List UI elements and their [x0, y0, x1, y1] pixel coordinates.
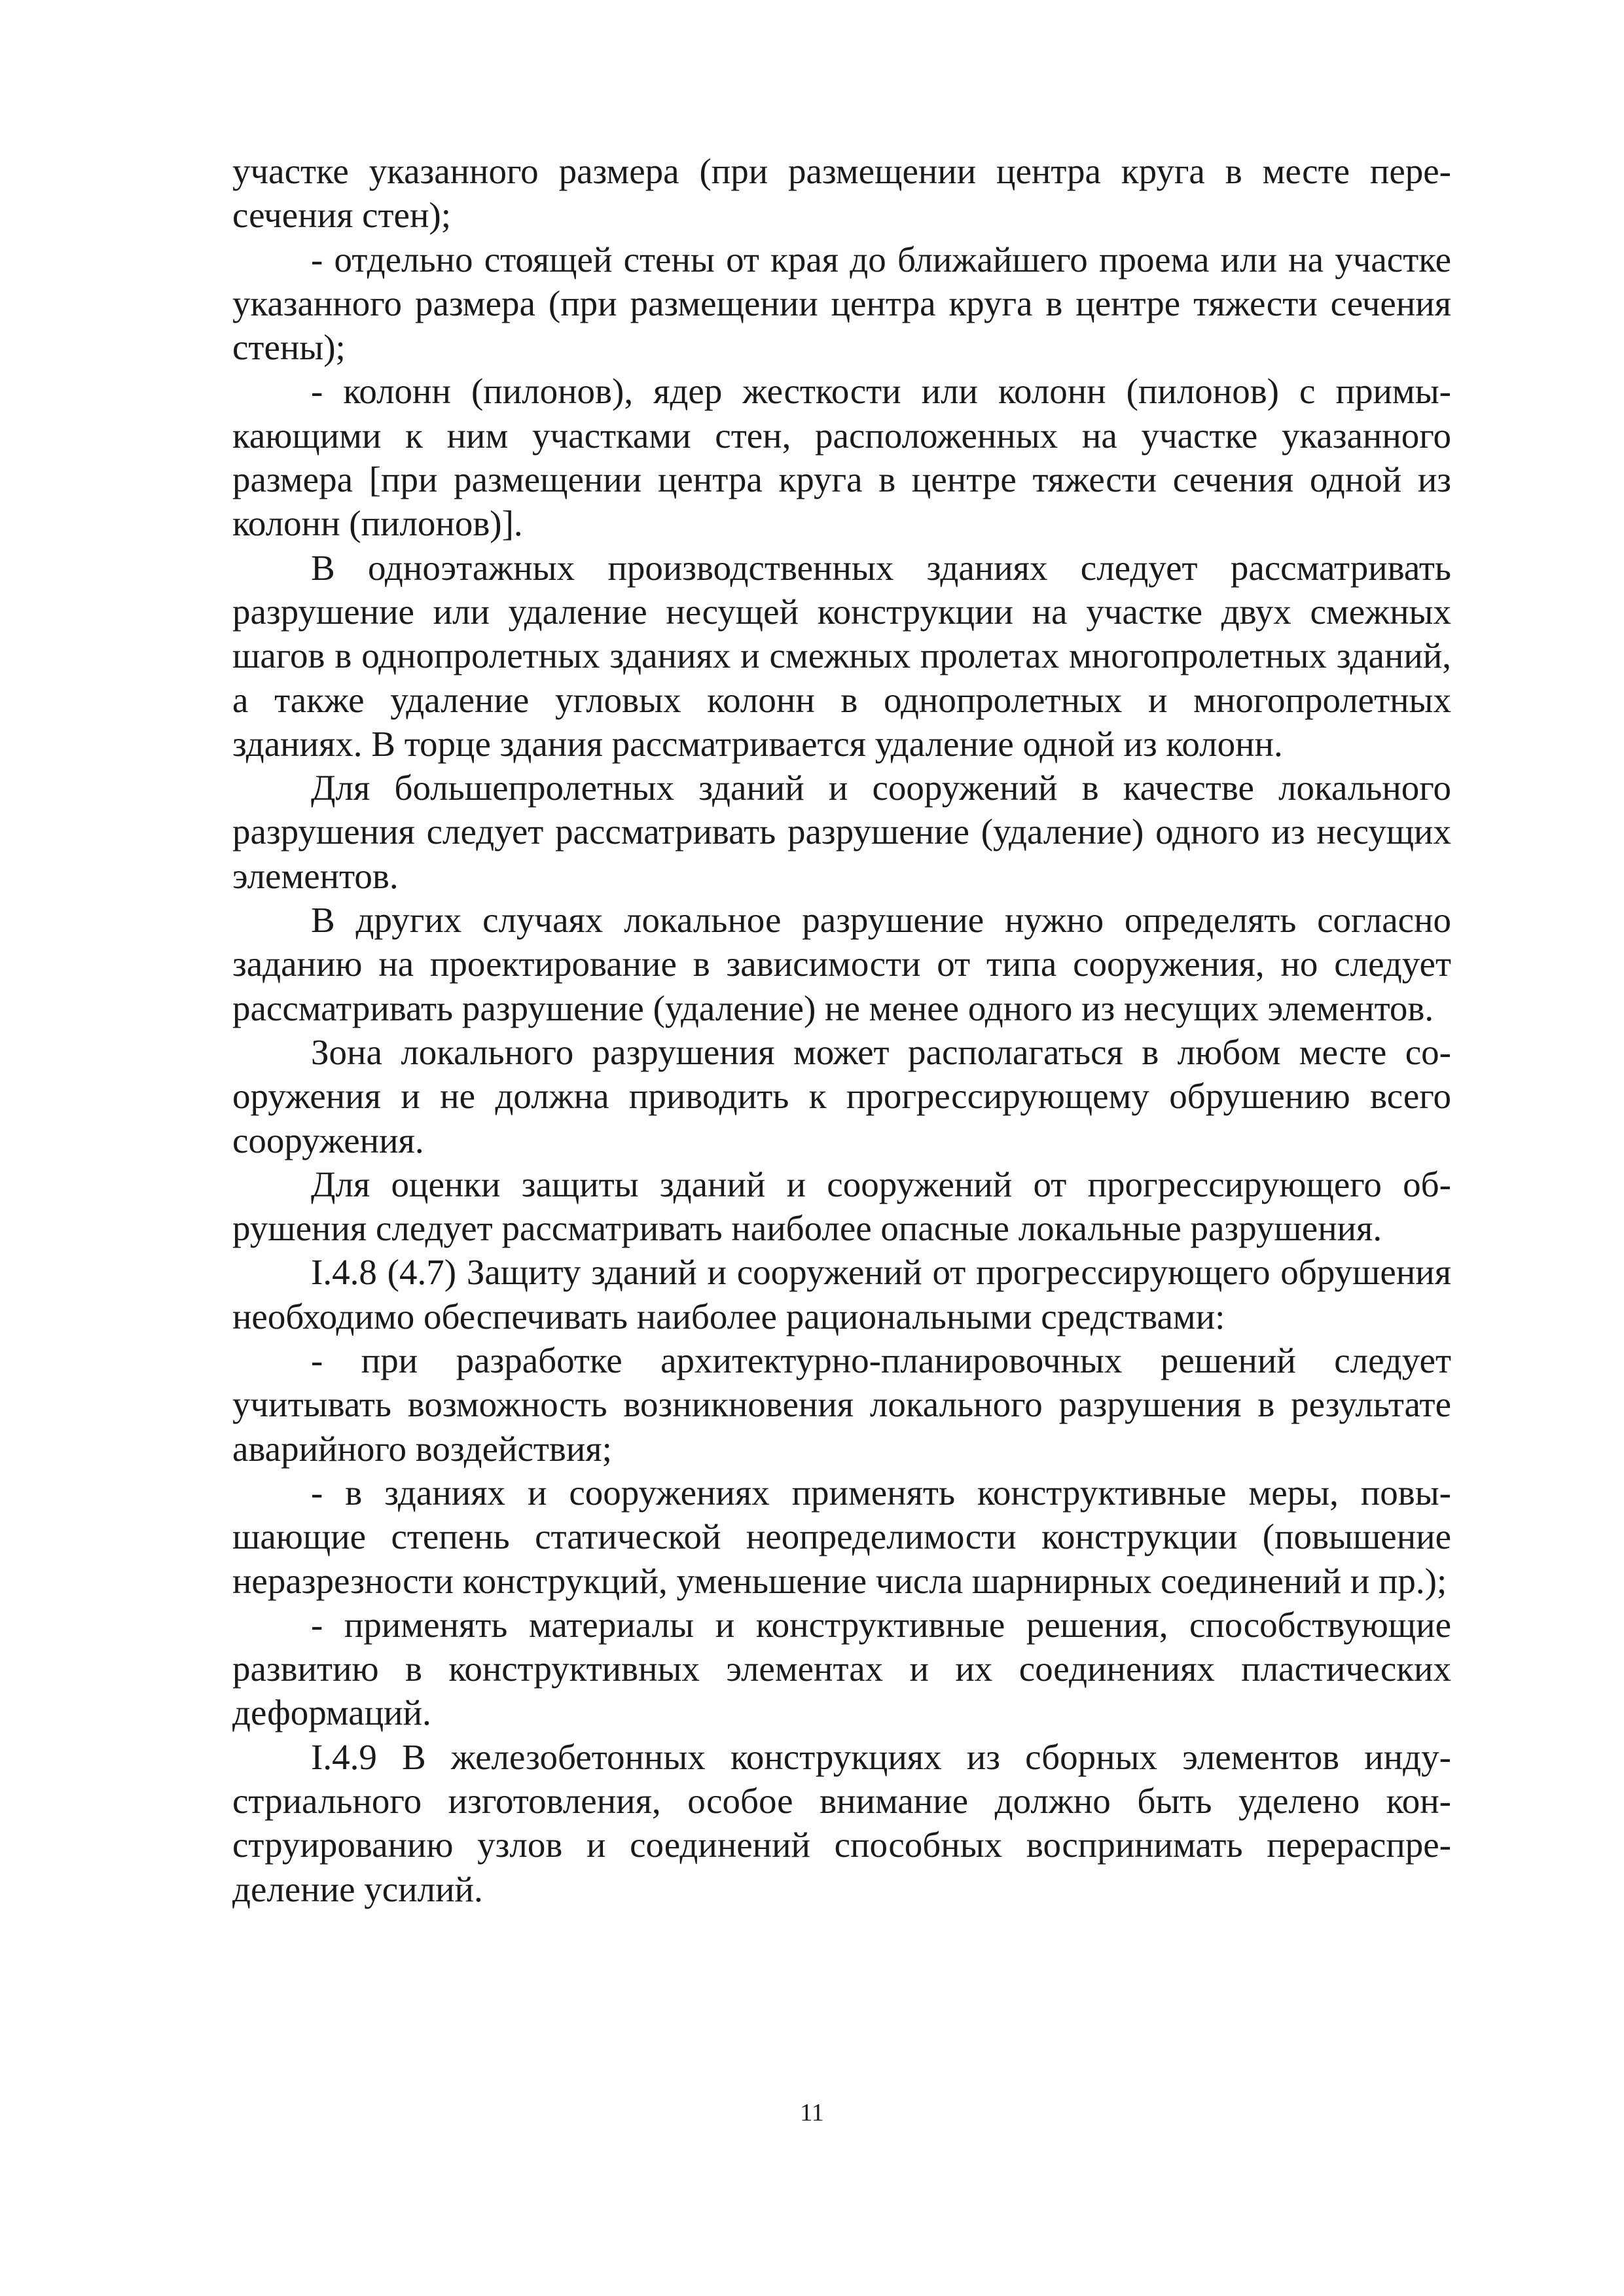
page-number: 11 — [800, 2099, 824, 2126]
paragraph-structural-measures: - в зданиях и сооружениях применять конструктивные меры, повышающие степень статической неопределимости конструкции (повышение неразрезности конструкций, уменьшение числа шарнирных соединений и пр.); — [232, 1472, 1451, 1601]
paragraph-columns: - колонн (пилонов), ядер жесткости или колонн (пилонов) с примыкающими к ним участками стен, расположенных на участке указанного размера [при размещении центра круга в центре тяжести сечения одной из колонн (пилонов)]. — [232, 371, 1451, 544]
paragraph-zone: Зона локального разрушения может располагаться в любом месте сооружения и не должна приводить к прогрессирующему обрушению всего сооружения. — [232, 1031, 1451, 1160]
paragraph-other-cases: В других случаях локальное разрушение нужно определять согласно заданию на проектирование в зависимости от типа сооружения, но следует рассматривать разрушение (удаление) не менее одного из несущих элементов. — [232, 900, 1451, 1028]
paragraph-long-span: Для большепролетных зданий и сооружений в качестве локального разрушения следует рассматривать разрушение (удаление) одного из несущих элементов. — [232, 768, 1451, 896]
paragraph-single-storey: В одноэтажных производственных зданиях следует рассматривать разрушение или удаление несущей конструкции на участке двух смежных шагов в однопролетных зданиях и смежных пролетах многопролетных зданий, а также удаление угловых колонн в однопролетных и многопролетных зданиях. В торце здания рассматривается удаление одной из колонн. — [232, 547, 1451, 764]
paragraph-materials: - применять материалы и конструктивные решения, способствующие развитию в конструктивных элементах и их соединениях пластических деформаций. — [232, 1604, 1451, 1733]
paragraph-continuation: участке указанного размера (при размещении центра круга в месте пересечения стен); — [232, 151, 1451, 236]
paragraph-assessment: Для оценки защиты зданий и сооружений от прогрессирующего обрушения следует рассматривать наиболее опасные локальные разрушения. — [232, 1164, 1451, 1249]
paragraph-clause-4-8: I.4.8 (4.7) Защиту зданий и сооружений от прогрессирующего обрушения необходимо обеспечивать наиболее рациональными средствами: — [232, 1252, 1451, 1336]
paragraph-clause-4-9: I.4.9 В железобетонных конструкциях из сборных элементов индустриального изготовления, особое внимание должно быть уделено конструированию узлов и соединений способных воспринимать перераспределение усилий. — [232, 1736, 1451, 1909]
paragraph-standalone-wall: - отдельно стоящей стены от края до ближайшего проема или на участке указанного размера (при размещении центра круга в центре тяжести сечения стены); — [232, 239, 1451, 368]
paragraph-planning: - при разработке архитектурно-планировочных решений следует учитывать возможность возникновения локального разрушения в результате аварийного воздействия; — [232, 1340, 1451, 1469]
body-text — [232, 149, 1451, 1911]
